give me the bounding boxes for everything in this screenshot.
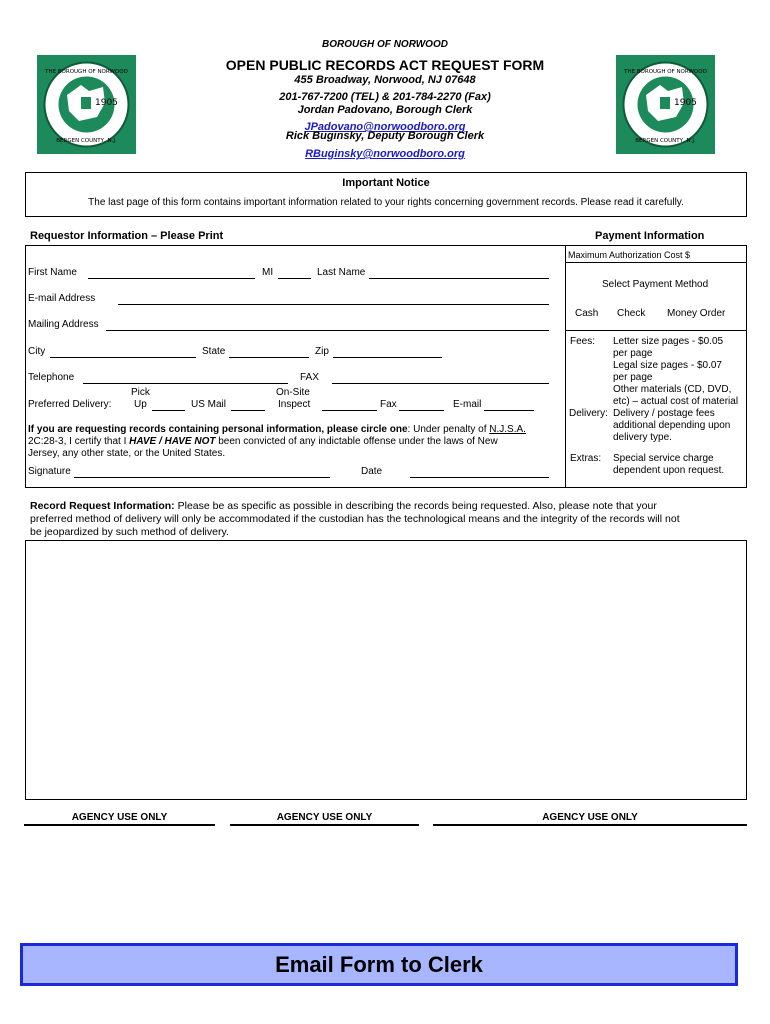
form-title: OPEN PUBLIC RECORDS ACT REQUEST FORM — [225, 57, 545, 73]
first-name-field[interactable] — [88, 278, 255, 279]
email-form-to-clerk-button[interactable]: Email Form to Clerk — [20, 943, 738, 986]
mailing-address-field[interactable] — [106, 330, 549, 331]
payment-check-option[interactable]: Check — [617, 308, 646, 319]
payment-method-divider — [566, 330, 747, 331]
agency-use-1: AGENCY USE ONLY — [24, 812, 215, 826]
onsite-option-field[interactable] — [322, 410, 377, 411]
pickup-option-field[interactable] — [152, 410, 185, 411]
deputy-name: Rick Buginsky, Deputy Borough Clerk — [285, 130, 485, 142]
email-label: E-mail Address — [28, 293, 96, 304]
fax-option-field[interactable] — [399, 410, 444, 411]
payment-heading: Payment Information — [595, 230, 705, 242]
clerk-name: Jordan Padovano, Borough Clerk — [297, 104, 473, 116]
payment-money-order-option[interactable]: Money Order — [667, 308, 726, 319]
svg-text:1905: 1905 — [95, 98, 118, 108]
personal-info-line1: If you are requesting records containing personal information, please circle one: Under penalty of N.J.S.A. — [28, 424, 526, 435]
personal-info-line2: 2C:28-3, I certify that I HAVE / HAVE NOT been convicted of any indictable offense under the laws of New — [28, 436, 498, 447]
have-have-not-choice[interactable]: HAVE / HAVE NOT — [129, 436, 216, 447]
first-name-label: First Name — [28, 267, 77, 278]
mi-label: MI — [262, 267, 274, 278]
last-name-field[interactable] — [369, 278, 549, 279]
borough-seal-right-icon — [616, 55, 715, 154]
city-label: City — [28, 346, 46, 357]
phone-fax: 201-767-7200 (TEL) & 201-784-2270 (Fax) — [279, 91, 491, 103]
city-field[interactable] — [50, 357, 196, 358]
deputy-email-link[interactable]: RBuginsky@norwoodboro.org — [305, 148, 465, 160]
fax-label: FAX — [300, 372, 319, 383]
fax-field[interactable] — [332, 383, 549, 384]
email-option-field[interactable] — [484, 410, 534, 411]
requestor-heading: Requestor Information – Please Print — [30, 230, 224, 242]
record-request-instructions: Record Request Information: Please be as specific as possible in describing the records being requested. Also, please note that your preferred method of delivery will only be accommodated if the custodian has the technological means and the integrity of the records will not be jeopardized by such method of delivery. — [30, 500, 680, 538]
payment-cash-option[interactable]: Cash — [575, 308, 599, 319]
select-payment-label: Select Payment Method — [602, 279, 709, 290]
onsite-label-top: On-Site — [276, 387, 310, 398]
notice-text: The last page of this form contains important information related to your rights concerning government records. Please read it carefully. — [88, 197, 684, 208]
telephone-field[interactable] — [83, 383, 288, 384]
state-label: State — [202, 346, 226, 357]
mi-field[interactable] — [278, 278, 311, 279]
svg-text:1905: 1905 — [674, 98, 697, 108]
delivery-list: Delivery / postage fees additional depending upon delivery type. — [613, 408, 731, 443]
important-notice-box — [25, 172, 747, 217]
personal-info-line3: Jersey, any other state, or the United States. — [28, 448, 226, 459]
borough-seal-left-icon — [37, 55, 136, 154]
us-mail-option-field[interactable] — [231, 410, 265, 411]
svg-text:BERGEN COUNTY, N.J.: BERGEN COUNTY, N.J. — [56, 138, 117, 144]
agency-use-3: AGENCY USE ONLY — [433, 812, 747, 826]
signature-label: Signature — [28, 466, 71, 477]
fees-list: Letter size pages - $0.05 per page Legal size pages - $0.07 per page Other materials (CD, DVD, etc) – actual cost of material — [613, 336, 739, 407]
date-label: Date — [361, 466, 383, 477]
signature-field[interactable] — [74, 477, 330, 478]
zip-label: Zip — [315, 346, 329, 357]
extras-label: Extras: — [570, 453, 602, 464]
pickup-label-top: Pick — [131, 387, 150, 398]
borough-name: BOROUGH OF NORWOOD — [322, 39, 448, 50]
extras-list: Special service charge dependent upon request. — [613, 453, 725, 476]
max-auth-divider — [566, 262, 747, 263]
address: 455 Broadway, Norwood, NJ 07648 — [294, 74, 476, 86]
column-divider — [565, 245, 566, 488]
onsite-label-bottom: Inspect — [278, 399, 311, 410]
telephone-label: Telephone — [28, 372, 75, 383]
notice-title: Important Notice — [342, 177, 430, 189]
max-auth-label: Maximum Authorization Cost $ — [568, 250, 691, 260]
svg-text:BERGEN COUNTY, N.J.: BERGEN COUNTY, N.J. — [635, 138, 696, 144]
zip-field[interactable] — [333, 357, 442, 358]
state-field[interactable] — [229, 357, 309, 358]
svg-text:THE BOROUGH OF NORWOOD: THE BOROUGH OF NORWOOD — [45, 69, 128, 75]
delivery-label: Delivery: — [569, 408, 608, 419]
email-field[interactable] — [118, 304, 549, 305]
agency-use-2: AGENCY USE ONLY — [230, 812, 419, 826]
pickup-label-bottom: Up — [134, 399, 147, 410]
email-option-label: E-mail — [453, 399, 482, 410]
date-field[interactable] — [410, 477, 549, 478]
mailing-label: Mailing Address — [28, 319, 99, 330]
svg-text:THE BOROUGH OF NORWOOD: THE BOROUGH OF NORWOOD — [624, 69, 707, 75]
preferred-delivery-label: Preferred Delivery: — [28, 399, 112, 410]
last-name-label: Last Name — [317, 267, 366, 278]
clerk-email-link[interactable]: JPadovano@norwoodboro.org — [304, 121, 466, 133]
record-request-textarea[interactable] — [25, 540, 747, 800]
us-mail-label: US Mail — [191, 399, 227, 410]
fax-option-label: Fax — [380, 399, 397, 410]
fees-label: Fees: — [570, 336, 596, 347]
